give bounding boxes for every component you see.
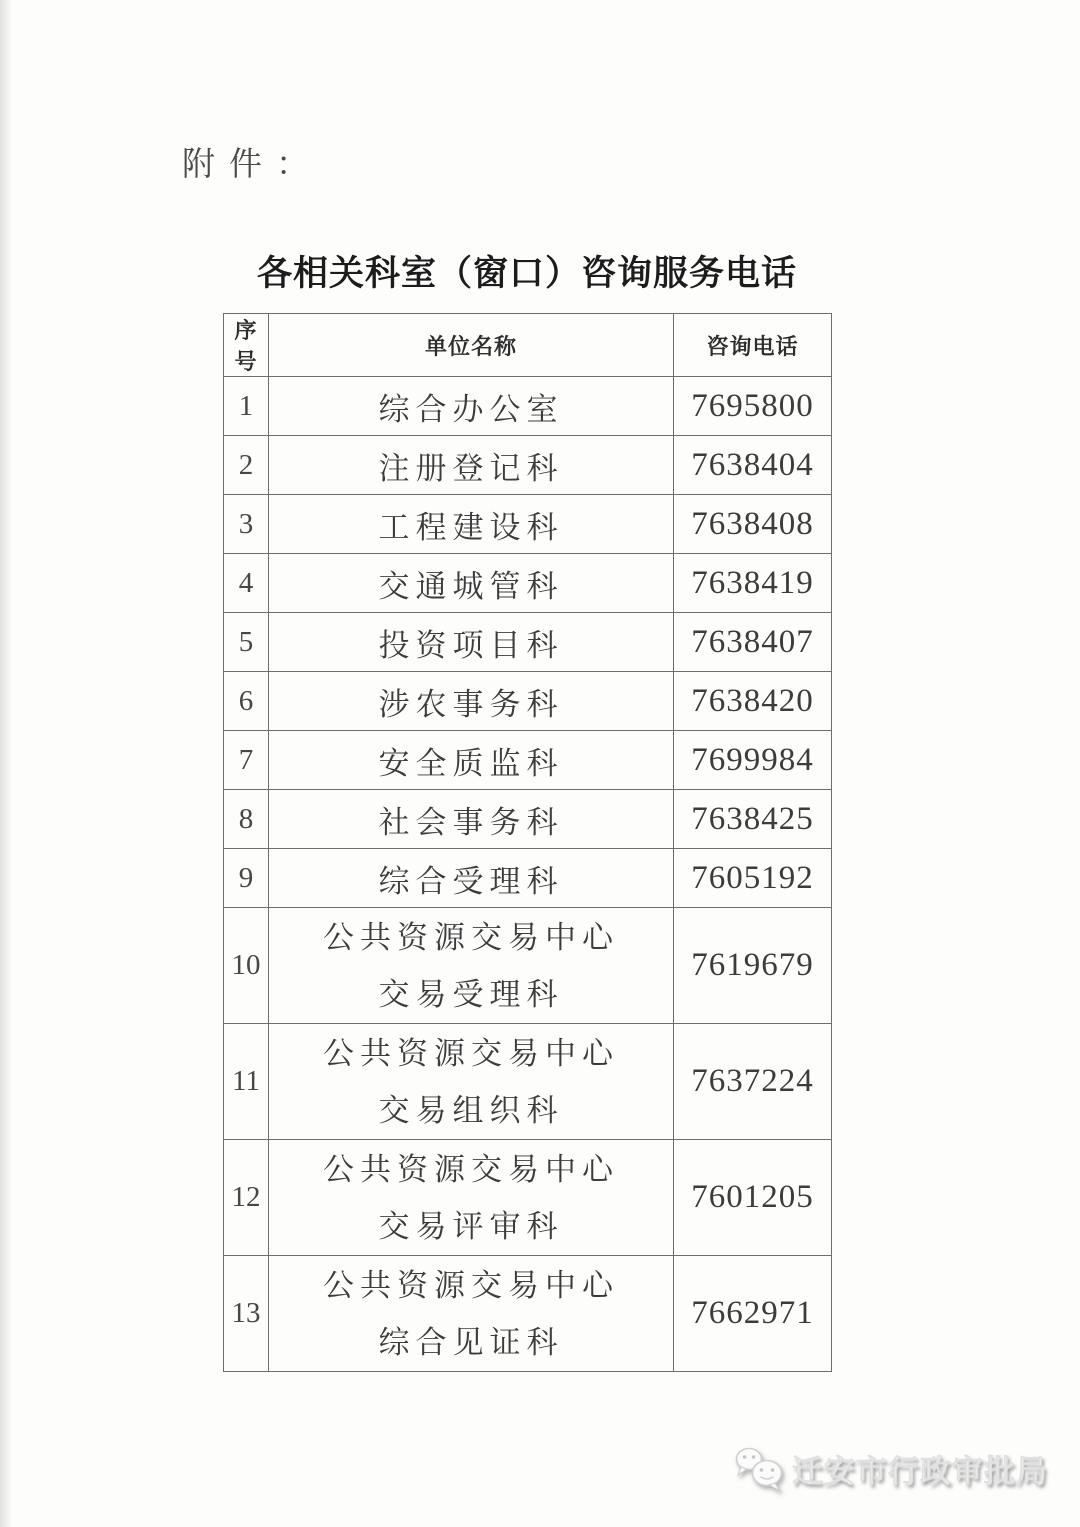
cell-phone: 7695800	[674, 377, 832, 436]
header-col-phone: 咨询电话	[674, 314, 832, 377]
table-row	[224, 790, 832, 849]
unit-name-line: 公共资源交易中心	[323, 1151, 619, 1187]
unit-name-line: 公共资源交易中心	[323, 1267, 619, 1303]
cell-phone: 7601205	[674, 1140, 832, 1256]
cell-unit-name: 投资项目科	[269, 613, 674, 672]
table-row	[224, 613, 832, 672]
unit-name-line: 综合见证科	[378, 1324, 564, 1360]
wechat-icon	[734, 1442, 786, 1494]
cell-index: 10	[224, 908, 269, 1024]
cell-phone: 7638425	[674, 790, 832, 849]
cell-phone: 7638404	[674, 436, 832, 495]
cell-phone: 7638408	[674, 495, 832, 554]
unit-name-line: 交易评审科	[378, 1208, 564, 1244]
cell-unit-name	[269, 1024, 674, 1140]
table-header-row	[224, 314, 832, 377]
phone-table	[223, 313, 832, 1372]
cell-index: 12	[224, 1140, 269, 1256]
cell-index: 11	[224, 1024, 269, 1140]
cell-unit-name: 综合受理科	[269, 849, 674, 908]
table-row	[224, 1024, 832, 1140]
table-row	[224, 377, 832, 436]
cell-phone: 7638407	[674, 613, 832, 672]
table-row	[224, 908, 832, 1024]
cell-index: 5	[224, 613, 269, 672]
header-col-index: 序号	[224, 314, 269, 377]
cell-index: 8	[224, 790, 269, 849]
cell-unit-name	[269, 908, 674, 1024]
table-row	[224, 1140, 832, 1256]
cell-unit-name	[269, 1140, 674, 1256]
cell-unit-name: 涉农事务科	[269, 672, 674, 731]
cell-phone: 7638419	[674, 554, 832, 613]
unit-name-line: 交易组织科	[378, 1092, 564, 1128]
header-col-unit-name: 单位名称	[269, 314, 674, 377]
watermark-account-name: 迁安市行政审批局	[792, 1453, 1048, 1489]
cell-phone: 7638420	[674, 672, 832, 731]
table-row	[224, 731, 832, 790]
cell-index: 13	[224, 1256, 269, 1372]
attachment-label: 附件：	[182, 147, 323, 183]
cell-unit-name: 注册登记科	[269, 436, 674, 495]
table-row	[224, 554, 832, 613]
watermark-footer	[734, 1442, 1048, 1494]
cell-index: 3	[224, 495, 269, 554]
unit-name-line: 公共资源交易中心	[323, 919, 619, 955]
cell-phone: 7662971	[674, 1256, 832, 1372]
cell-phone: 7605192	[674, 849, 832, 908]
cell-unit-name: 社会事务科	[269, 790, 674, 849]
unit-name-line: 公共资源交易中心	[323, 1035, 619, 1071]
cell-index: 6	[224, 672, 269, 731]
table-row	[224, 436, 832, 495]
cell-unit-name: 工程建设科	[269, 495, 674, 554]
unit-name-line: 交易受理科	[378, 976, 564, 1012]
table-row	[224, 1256, 832, 1372]
cell-index: 4	[224, 554, 269, 613]
cell-unit-name	[269, 1256, 674, 1372]
table-row	[224, 495, 832, 554]
cell-unit-name: 交通城管科	[269, 554, 674, 613]
table-row	[224, 849, 832, 908]
cell-index: 2	[224, 436, 269, 495]
cell-index: 1	[224, 377, 269, 436]
cell-phone: 7699984	[674, 731, 832, 790]
cell-index: 7	[224, 731, 269, 790]
page-title: 各相关科室（窗口）咨询服务电话	[256, 254, 797, 293]
cell-phone: 7619679	[674, 908, 832, 1024]
cell-phone: 7637224	[674, 1024, 832, 1140]
cell-unit-name: 安全质监科	[269, 731, 674, 790]
table-row	[224, 672, 832, 731]
cell-index: 9	[224, 849, 269, 908]
cell-unit-name: 综合办公室	[269, 377, 674, 436]
